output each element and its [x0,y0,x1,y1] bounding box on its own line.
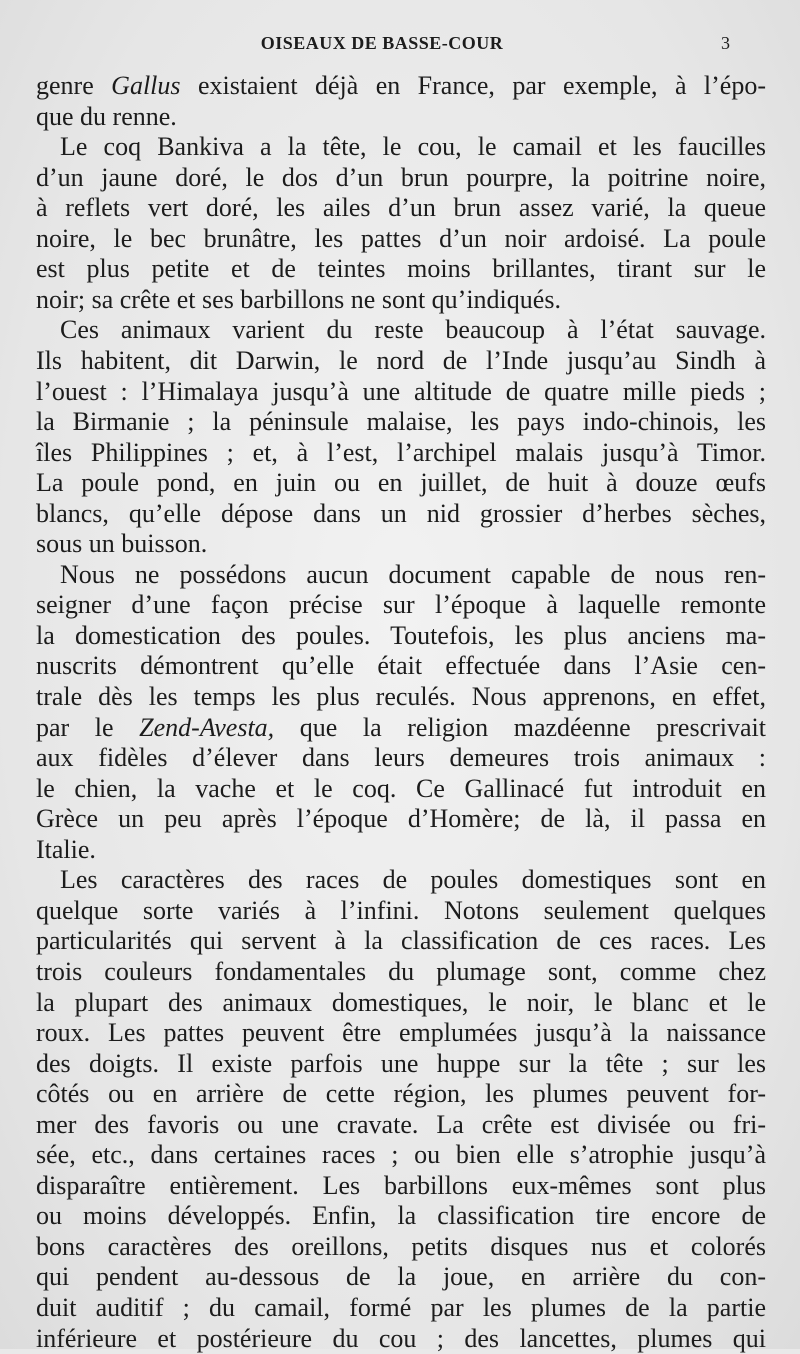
text-line: noire, le bec brunâtre, les pattes d’un noir ardoisé. La poule [36,223,766,253]
text-line: l’ouest : l’Himalaya jusqu’à une altitude de quatre mille pieds ; [36,376,766,406]
text-line [36,713,766,743]
text-line: que du renne. [36,101,177,131]
text-line: particularités qui servent à la classification de ces races. Les [36,926,766,956]
text-line: le chien, la vache et le coq. Ce Gallinacé fut introduit en [36,773,766,803]
text-line: disparaître entièrement. Les barbillons eux-mêmes sont plus [36,1170,766,1200]
line-text: par le [36,712,140,742]
text-line [36,71,766,101]
text-line: bons caractères des oreillons, petits disques nus et colorés [36,1231,766,1261]
text-line: qui pendent au-dessous de la joue, en arrière du con- [36,1262,766,1292]
text-line: Ces animaux varient du reste beaucoup à l’état sauvage. [60,315,766,345]
text-line: aux fidèles d’élever dans leurs demeures trois animaux : [36,743,766,773]
text-line: La poule pond, en juin ou en juillet, de huit à douze œufs [36,468,766,498]
text-line: la domestication des poules. Toutefois, les plus anciens ma- [36,620,766,650]
text-line: quelque sorte variés à l’infini. Notons seulement quelques [36,895,766,925]
text-line: Ils habitent, dit Darwin, le nord de l’Inde jusqu’au Sindh à [36,345,766,375]
italic-title: Zend-Avesta, [139,712,275,742]
text-line: la Birmanie ; la péninsule malaise, les pays indo-chinois, les [36,407,766,437]
text-line: la plupart des animaux domestiques, le noir, le blanc et le [36,987,766,1017]
text-line: îles Philippines ; et, à l’est, l’archipel malais jusqu’à Timor. [36,437,766,467]
text-line: mer des favoris ou une cravate. La crête est divisée ou fri- [36,1109,766,1139]
page-header [0,33,800,57]
text-line: des doigts. Il existe parfois une huppe sur la tête ; sur les [36,1048,766,1078]
text-line: blancs, qu’elle dépose dans un nid grossier d’herbes sèches, [36,498,766,528]
text-line: seigner d’une façon précise sur l’époque à laquelle remonte [36,590,766,620]
text-line: sée, etc., dans certaines races ; ou bien elle s’atrophie jusqu’à [36,1140,766,1170]
text-line: Grèce un peu après l’époque d’Homère; de là, il passa en [36,804,766,834]
text-line: côtés ou en arrière de cette région, les plumes peuvent for- [36,1079,766,1109]
running-title: OISEAUX DE BASSE-COUR [260,33,504,53]
line-text: que la religion mazdéenne prescrivait [274,712,766,742]
text-line: Nous ne possédons aucun document capable de nous ren- [60,559,766,589]
text-line: Le coq Bankiva a la tête, le cou, le camail et les faucilles [60,132,766,162]
line-text: existaient déjà en France, par exemple, à l’épo- [180,71,766,100]
text-line: sous un buisson. [36,529,208,559]
text-line: nuscrits démontrent qu’elle était effectuée dans l’Asie cen- [36,651,766,681]
text-line: à reflets vert doré, les ailes d’un brun assez varié, la queue [36,193,766,223]
text-line: d’un jaune doré, le dos d’un brun pourpre, la poitrine noire, [36,162,766,192]
text-line: trale dès les temps les plus reculés. Nous apprenons, en effet, [36,682,766,711]
text-line: Italie. [36,834,96,864]
text-line: inférieure et postérieure du cou ; des lancettes, plumes qui [36,1323,766,1353]
text-line: trois couleurs fondamentales du plumage sont, comme chez [36,956,766,986]
text-line: Les caractères des races de poules domestiques sont en [60,865,766,895]
page-number: 3 [721,33,730,53]
text-line: ou moins développés. Enfin, la classification tire encore de [36,1201,766,1231]
text-line: est plus petite et de teintes moins brillantes, tirant sur le [36,254,766,284]
text-line: noir; sa crête et ses barbillons ne sont qu’indiqués. [36,284,561,314]
text-line: roux. Les pattes peuvent être emplumées jusqu’à la naissance [36,1018,766,1048]
line-text: genre [36,71,112,100]
text-line: duit auditif ; du camail, formé par les plumes de la partie [36,1293,766,1322]
italic-title: Gallus [111,71,181,100]
